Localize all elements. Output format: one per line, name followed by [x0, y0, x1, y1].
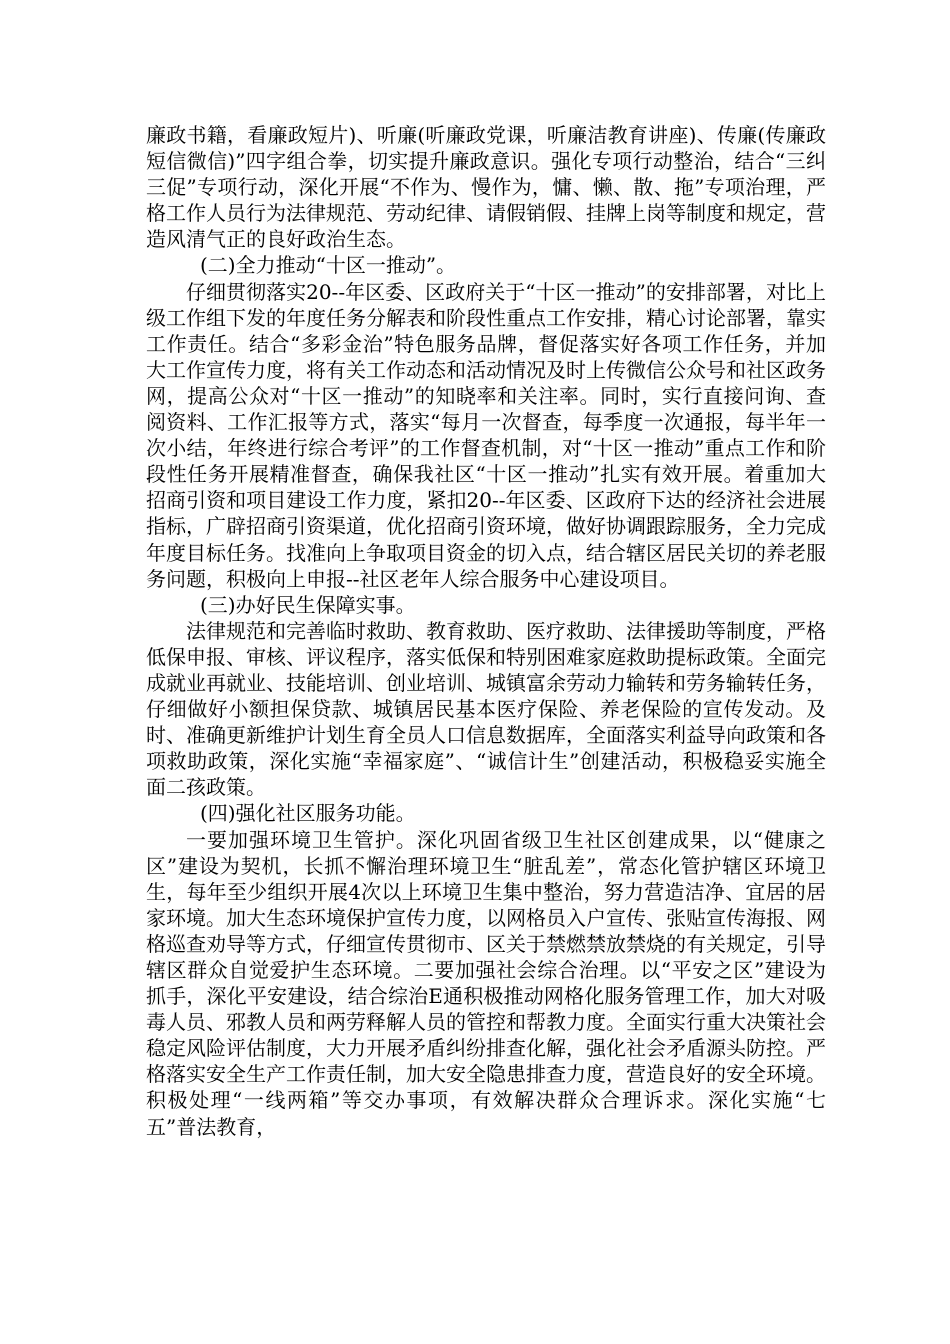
paragraph-community-services: 一要加强环境卫生管护。深化巩固省级卫生社区创建成果，以“健康之区”建设为契机，长抓不懈治理环境卫生“脏乱差”，常态化管护辖区环境卫生，每年至少组织开展4次以上环境卫生集中整治，努力营造洁净、宜居的居家环境。加大生态环境保护宣传力度，以网格员入户宣传、张贴宣传海报、网格巡查劝导等方式，仔细宣传贯彻市、区关于禁燃禁放禁烧的有关规定，引导辖区群众自觉爱护生态环境。二要加强社会综合治理。以“平安之区”建设为抓手，深化平安建设，结合综治E通积极推动网格化服务管理工作，加大对吸毒人员、邪教人员和两劳释解人员的管控和帮教力度。全面实行重大决策社会稳定风险评估制度，大力开展矛盾纠纷排查化解，强化社会矛盾源头防控。严格落实安全生产工作责任制，加大安全隐患排查力度，营造良好的安全环境。积极处理“一线两箱”等交办事项，有效解决群众合理诉求。深化实施“七五”普法教育，	[146, 827, 826, 1139]
section-heading-3: (三)办好民生保障实事。	[200, 592, 416, 617]
paragraph-ten-districts: 仔细贯彻落实20--年区委、区政府关于“十区一推动”的安排部署，对比上级工作组下发的年度任务分解表和阶段性重点工作安排，精心讨论部署，靠实工作责任。结合“多彩金治”特色服务品牌，督促落实好各项工作任务，并加大工作宣传力度，将有关工作动态和活动情况及时上传微信公众号和社区政务网，提高公众对“十区一推动”的知晓率和关注率。同时，实行直接问询、查阅资料、工作汇报等方式，落实“每月一次督查，每季度一次通报，每半年一次小结，年终进行综合考评”的工作督查机制，对“十区一推动”重点工作和阶段性任务开展精准督查，确保我社区“十区一推动”扎实有效开展。着重加大招商引资和项目建设工作力度，紧扣20--年区委、区政府下达的经济社会进展指标，广辟招商引资渠道，优化招商引资环境，做好协调跟踪服务，全力完成年度目标任务。找准向上争取项目资金的切入点，结合辖区居民关切的养老服务问题，积极向上申报--社区老年人综合服务中心建设项目。	[146, 279, 826, 591]
paragraph-livelihood: 法律规范和完善临时救助、教育救助、医疗救助、法律援助等制度，严格低保申报、审核、评议程序，落实低保和特别困难家庭救助提标政策。全面完成就业再就业、技能培训、创业培训、城镇富余劳动力输转和劳务输转任务，仔细做好小额担保贷款、城镇居民基本医疗保险、养老保险的宣传发动。及时、准确更新维护计划生育全员人口信息数据库，全面落实利益导向政策和各项救助政策，深化实施“幸福家庭”、“诚信计生”创建活动，积极稳妥实施全面二孩政策。	[146, 618, 826, 800]
paragraph-party-integrity: 廉政书籍，看廉政短片)、听廉(听廉政党课，听廉洁教育讲座)、传廉(传廉政短信微信)”四字组合拳，切实提升廉政意识。强化专项行动整治，结合“三纠三促”专项行动，深化开展“不作为、慢作为，慵、懒、散、拖”专项治理，严格工作人员行为法律规范、劳动纪律、请假销假、挂牌上岗等制度和规定，营造风清气正的良好政治生态。	[146, 123, 826, 252]
section-heading-4: (四)强化社区服务功能。	[200, 801, 416, 826]
document-page	[146, 122, 826, 1140]
section-heading-2: (二)全力推动“十区一推动”。	[200, 253, 457, 278]
